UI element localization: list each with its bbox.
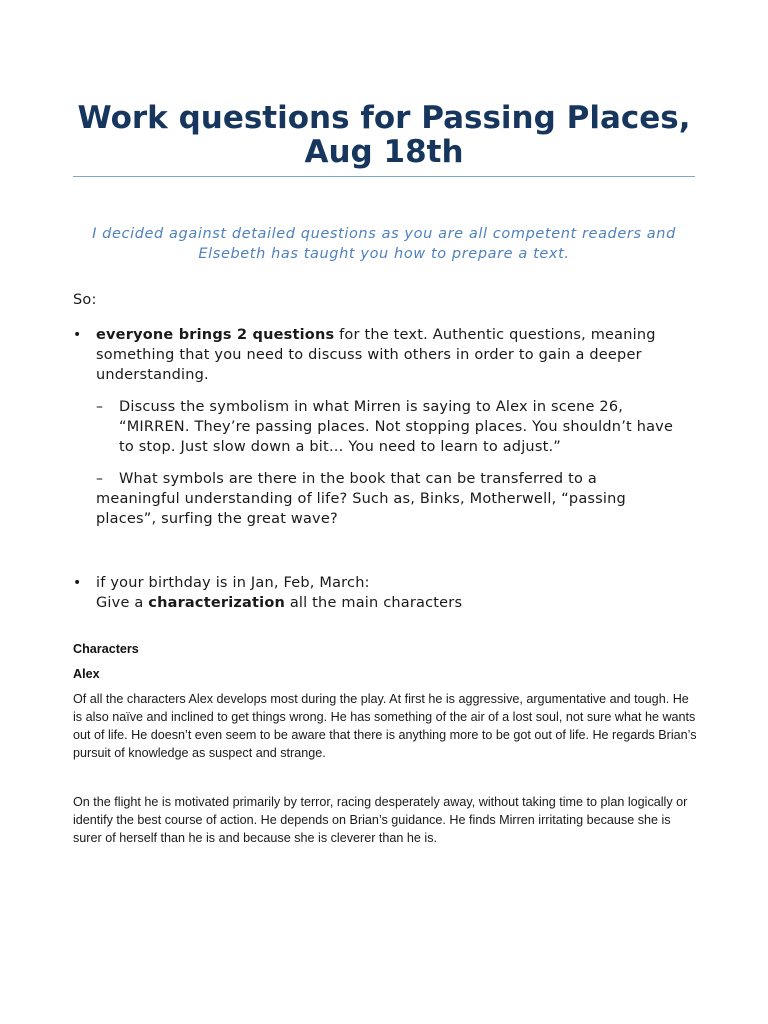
bullet-suffix: all the main characters	[285, 595, 463, 611]
intro-text: I decided against detailed questions as you are all competent readers and Elsebeth has taught you how to prepare a text.	[92, 226, 676, 262]
bullet-bold-text: characterization	[148, 595, 286, 611]
bullet-item-birthday	[96, 573, 696, 613]
sub-item-symbols: What symbols are there in the book that can be transferred to a meaningful understanding of life? Such as, Binks, Motherwell, “passing places”, surfing the great wave?	[96, 471, 626, 527]
title-divider	[73, 176, 695, 177]
bullet-marker: •	[73, 575, 82, 591]
sub-item-symbolism: Discuss the symbolism in what Mirren is saying to Alex in scene 26, “MIRREN. They’re passing places. Not stopping places. You shouldn’t have to stop. Just slow down a bit… You need to learn to adjust.”	[119, 399, 674, 455]
alex-paragraph-2: On the flight he is motivated primarily by terror, racing desperately away, without taking time to plan logically or identify the best course of action. He depends on Brian’s guidance. He finds Mirren irritating because she is surer of herself than he is and because she is cleverer than he is.	[73, 795, 688, 845]
sub-item-marker: –	[96, 471, 103, 487]
characters-heading: Characters	[73, 642, 139, 656]
bullet-marker: •	[73, 327, 82, 343]
document-title: Work questions for Passing Places, Aug 18th	[77, 100, 691, 170]
bullet-line1: if your birthday is in Jan, Feb, March:	[96, 575, 370, 591]
sub-item-marker: –	[96, 399, 103, 415]
bullet-bold-text: everyone brings 2 questions	[96, 327, 335, 343]
so-label: So:	[73, 292, 97, 308]
bullet-item-questions	[96, 325, 696, 385]
alex-heading: Alex	[73, 667, 100, 681]
bullet-rest-text: for the text. Authentic questions, meaning something that you need to discuss with others in order to gain a deeper understanding.	[96, 327, 656, 383]
bullet-prefix: Give a	[96, 595, 149, 611]
alex-paragraph-1: Of all the characters Alex develops most during the play. At first he is aggressive, argumentative and tough. He is also naïve and inclined to get things wrong. He has something of the air of a lost soul, not sure what he wants out of life. He doesn’t even seem to be aware that there is anything more to be got out of life. He regards Brian’s pursuit of knowledge as suspect and strange.	[73, 692, 697, 760]
